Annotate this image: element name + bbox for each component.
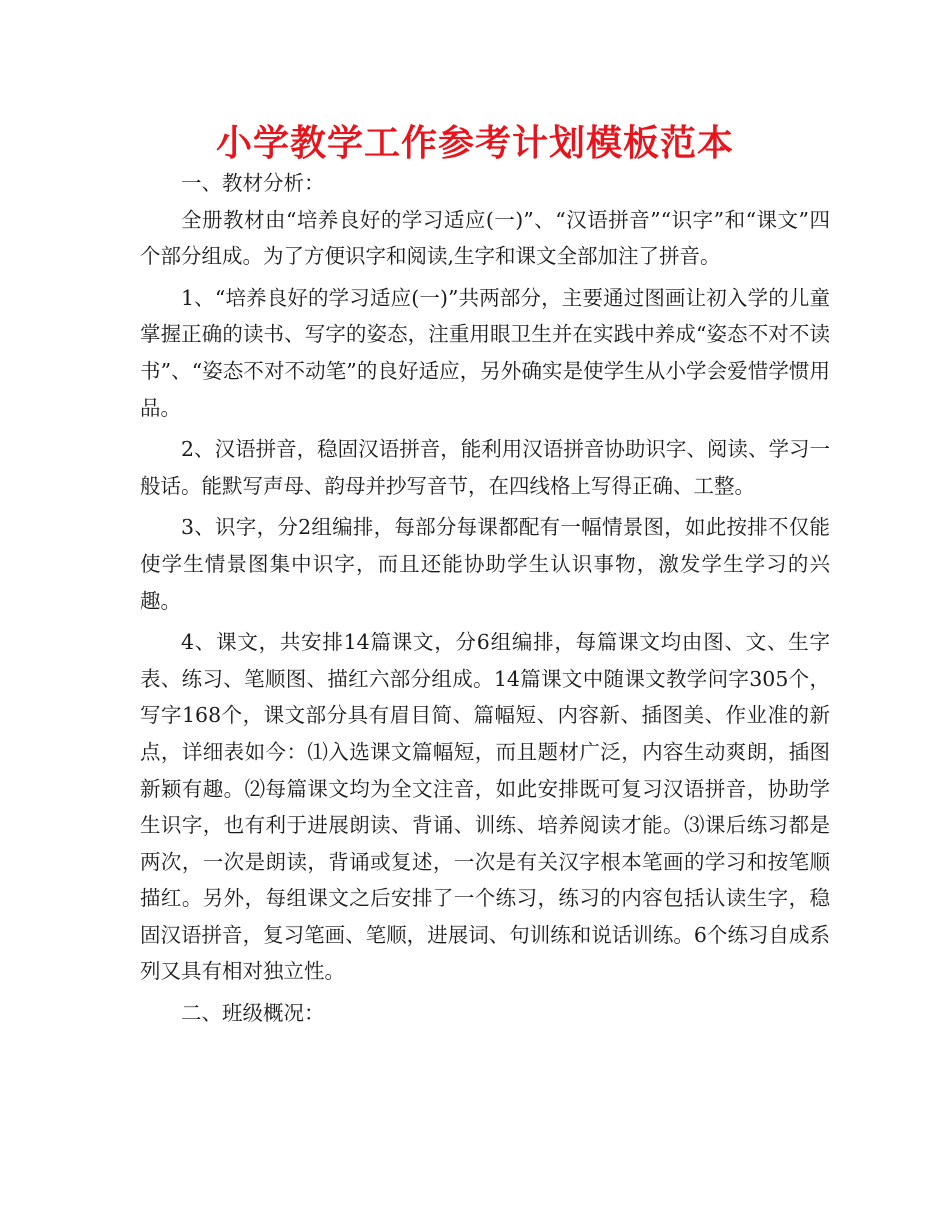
document-title: 小学教学工作参考计划模板范本	[215, 123, 734, 164]
section-heading-1: 一、教材分析：	[181, 171, 325, 195]
section-heading-2: 二、班级概况：	[181, 1001, 325, 1026]
paragraph-item-4: 4、课文，共安排14篇课文，分6组编排，每篇课文均由图、文、生字表、练习、笔顺图、描红六部分组成。14篇课文中随课文教学问字305个，写字168个，课文部分具有眉目简、篇幅短、内容新、插图美、作业准的新点，详细表如今：⑴入选课文篇幅短，而且题材广泛，内容生动爽朗，插图新颖有趣。⑵每篇课文均为全文注音，如此安排既可复习汉语拼音，协助学生识字，也有利于进展朗读、背诵、训练、培养阅读才能。⑶课后练习都是两次，一次是朗读，背诵或复述，一次是有关汉字根本笔画的学习和按笔顺描红。另外，每组课文之后安排了一个练习，练习的内容包括认读生字，稳固汉语拼音，复习笔画、笔顺，进展词、句训练和说话训练。6个练习自成系列又具有相对独立性。	[140, 630, 830, 984]
paragraph-item-2: 2、汉语拼音，稳固汉语拼音，能利用汉语拼音协助识字、阅读、学习一般话。能默写声母、韵母并抄写音节，在四线格上写得正确、工整。	[140, 437, 830, 498]
document-body	[140, 165, 830, 1032]
paragraph-overview: 全册教材由“培养良好的学习适应(一)”、“汉语拼音”“识字”和“课文”四个部分组成。为了方便识字和阅读,生字和课文全部加注了拼音。	[140, 207, 830, 269]
paragraph-item-1: 1、“培养良好的学习适应(一)”共两部分，主要通过图画让初入学的儿童掌握正确的读书、写字的姿态，注重用眼卫生并在实践中养成“姿态不对不读书”、“姿态不对不动笔”的良好适应，另外确实是使学生从小学会爱惜学惯用品。	[140, 285, 830, 420]
paragraph-item-3: 3、识字，分2组编排，每部分每课都配有一幅情景图，如此按排不仅能使学生情景图集中识字，而且还能协助学生认识事物，激发学生学习的兴趣。	[140, 515, 830, 613]
